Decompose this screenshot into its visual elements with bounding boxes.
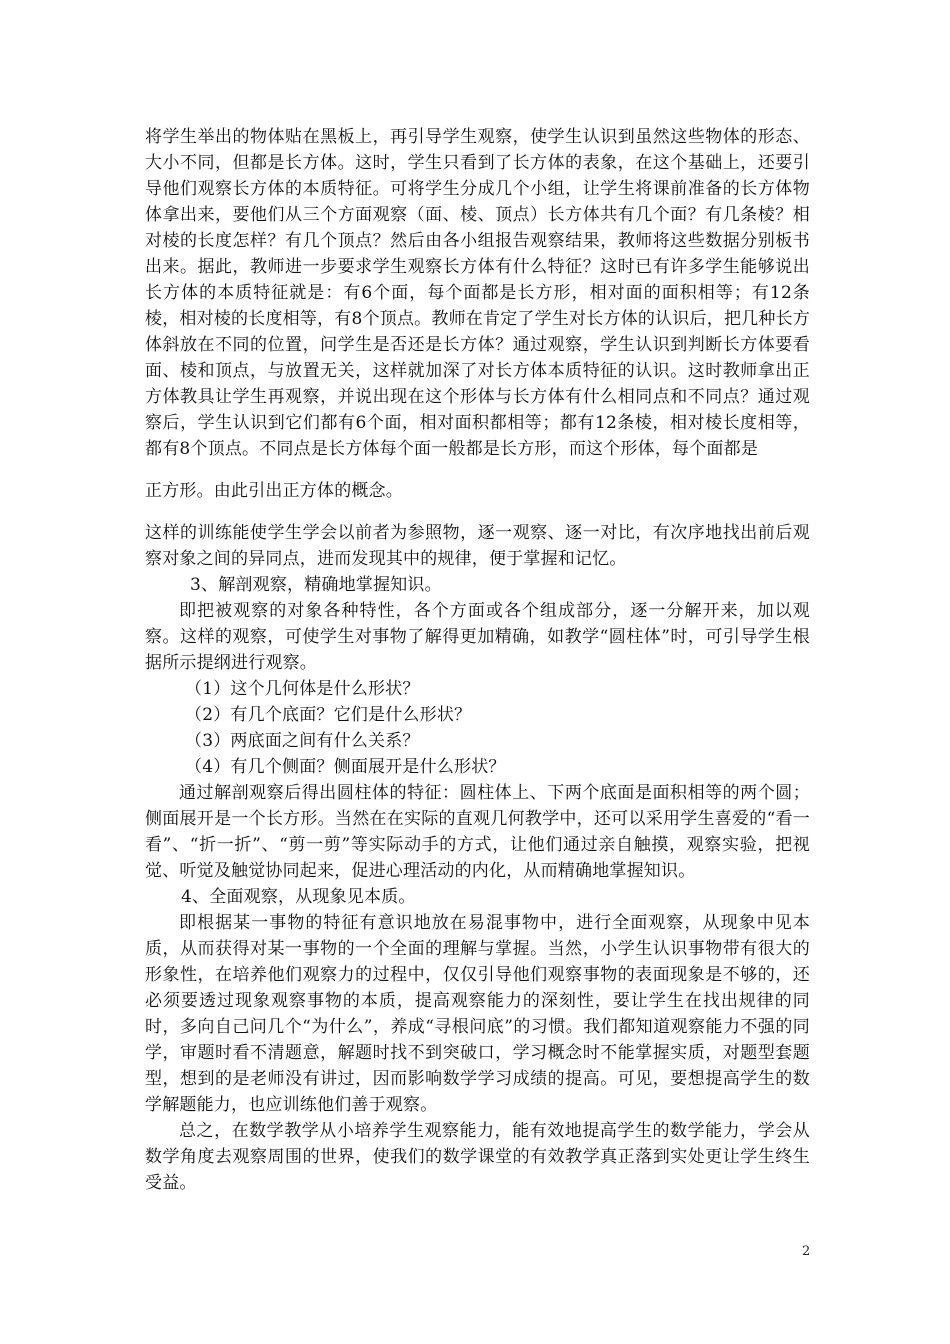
section-heading-3: 3、解剖观察，精确地掌握知识。 bbox=[190, 575, 442, 595]
list-item-2: （2）有几个底面？它们是什么形状？ bbox=[185, 705, 472, 725]
document-body bbox=[145, 124, 810, 1196]
list-item-3: （3）两底面之间有什么关系？ bbox=[185, 731, 420, 751]
paragraph-conclusion: 总之，在数学教学从小培养学生观察能力，能有效地提高学生的数学能力，学会从数学角度去观察周围的世界，使我们的数学课堂的有效教学真正落到实处更让学生终生受益。 bbox=[145, 1121, 810, 1193]
paragraph-comparison-training: 这样的训练能使学生学会以前者为参照物，逐一观察、逐一对比，有次序地找出前后观察对象之间的异同点，进而发现其中的规律，便于掌握和记忆。 bbox=[145, 523, 810, 569]
paragraph-cylinder-features: 通过解剖观察后得出圆柱体的特征：圆柱体上、下两个底面是面积相等的两个圆；侧面展开是一个长方形。当然在在实际的直观几何教学中，还可以采用学生喜爱的“看一看”、“折一折”、“剪一剪”等实际动手的方式，让他们通过亲自触摸，观察实验，把视觉、听觉及触觉协同起来，促进心理活动的内化，从而精确地掌握知识。 bbox=[145, 783, 810, 881]
list-item-4: （4）有几个侧面？侧面展开是什么形状？ bbox=[185, 757, 506, 777]
page-number: 2 bbox=[802, 1244, 811, 1259]
paragraph-cube-concept: 正方形。由此引出正方体的概念。 bbox=[145, 481, 403, 501]
paragraph-dissection-observation: 即把被观察的对象各种特性，各个方面或各个组成部分，逐一分解开来，加以观察。这样的观察，可使学生对事物了解得更加精确，如教学“圆柱体”时，可引导学生根据所示提纲进行观察。 bbox=[145, 601, 810, 673]
paragraph-comprehensive-observation: 即根据某一事物的特征有意识地放在易混事物中，进行全面观察，从现象中见本质，从而获得对某一事物的一个全面的理解与掌握。当然，小学生认识事物带有很大的形象性，在培养他们观察力的过程中，仅仅引导他们观察事物的表面现象是不够的，还必须要透过现象观察事物的本质，提高观察能力的深刻性，要让学生在找出规律的同时，多向自己问几个“为什么”，养成“寻根问底”的习惯。我们都知道观察能力不强的同学，审题时看不清题意，解题时找不到突破口，学习概念时不能掌握实质，对题型套题型，想到的是老师没有讲过，因而影响数学学习成绩的提高。可见，要想提高学生的数学解题能力，也应训练他们善于观察。 bbox=[145, 913, 810, 1115]
list-item-1: （1）这个几何体是什么形状？ bbox=[185, 679, 420, 699]
section-heading-4: 4、全面观察，从现象见本质。 bbox=[181, 887, 416, 907]
paragraph-cuboid-observation: 将学生举出的物体贴在黑板上，再引导学生观察，使学生认识到虽然这些物体的形态、大小不同，但都是长方体。这时，学生只看到了长方体的表象，在这个基础上，还要引导他们观察长方体的本质特征。可将学生分成几个小组，让学生将课前准备的长方体物体拿出来，要他们从三个方面观察（面、棱、顶点）长方体共有几个面？有几条棱？相对棱的长度怎样？有几个顶点？然后由各小组报告观察结果，教师将这些数据分别板书出来。据此，教师进一步要求学生观察长方体有什么特征？这时已有许多学生能够说出长方体的本质特征就是：有6个面，每个面都是长方形，相对面的面积相等；有12条棱，相对棱的长度相等，有8个顶点。教师在肯定了学生对长方体的认识后，把几种长方体斜放在不同的位置，问学生是否还是长方体？通过观察，学生认识到判断长方体要看面、棱和顶点，与放置无关，这样就加深了对长方体本质特征的认识。这时教师拿出正方体教具让学生再观察，并说出现在这个形体与长方体有什么相同点和不同点？通过观察后，学生认识到它们都有6个面，相对面积都相等；都有12条棱，相对棱长度相等，都有8个顶点。不同点是长方体每个面一般都是长方形，而这个形体，每个面都是 bbox=[145, 127, 810, 459]
